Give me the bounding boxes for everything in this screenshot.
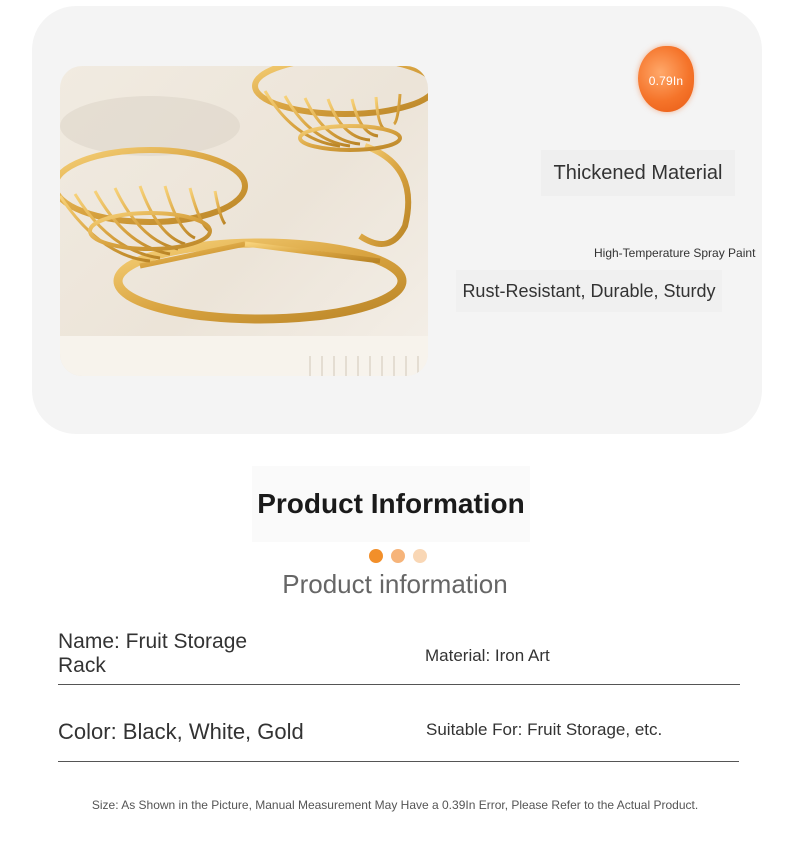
- spec-name: Name: Fruit Storage Rack: [58, 630, 248, 677]
- rust-resistant-label: Rust-Resistant, Durable, Sturdy: [456, 270, 722, 312]
- badge-text: 0.79In: [648, 74, 684, 88]
- dot-3: [413, 549, 427, 563]
- spec-suitable: Suitable For: Fruit Storage, etc.: [426, 720, 663, 739]
- thickness-badge: [638, 46, 694, 112]
- section-subtitle: Product information: [282, 569, 508, 599]
- divider-1: [58, 684, 740, 685]
- spec-color: Color: Black, White, Gold: [58, 719, 304, 744]
- dot-2: [391, 549, 405, 563]
- size-footnote: Size: As Shown in the Picture, Manual Measurement May Have a 0.39In Error, Please Refer to the Actual Product.: [91, 798, 699, 812]
- section-title: Product Information: [252, 466, 530, 542]
- dot-1: [369, 549, 383, 563]
- spec-material: Material: Iron Art: [425, 646, 550, 665]
- spray-paint-label: High-Temperature Spray Paint: [594, 246, 756, 260]
- divider-2: [58, 761, 739, 762]
- product-photo: [60, 66, 428, 376]
- thickened-material-label: Thickened Material: [541, 150, 735, 196]
